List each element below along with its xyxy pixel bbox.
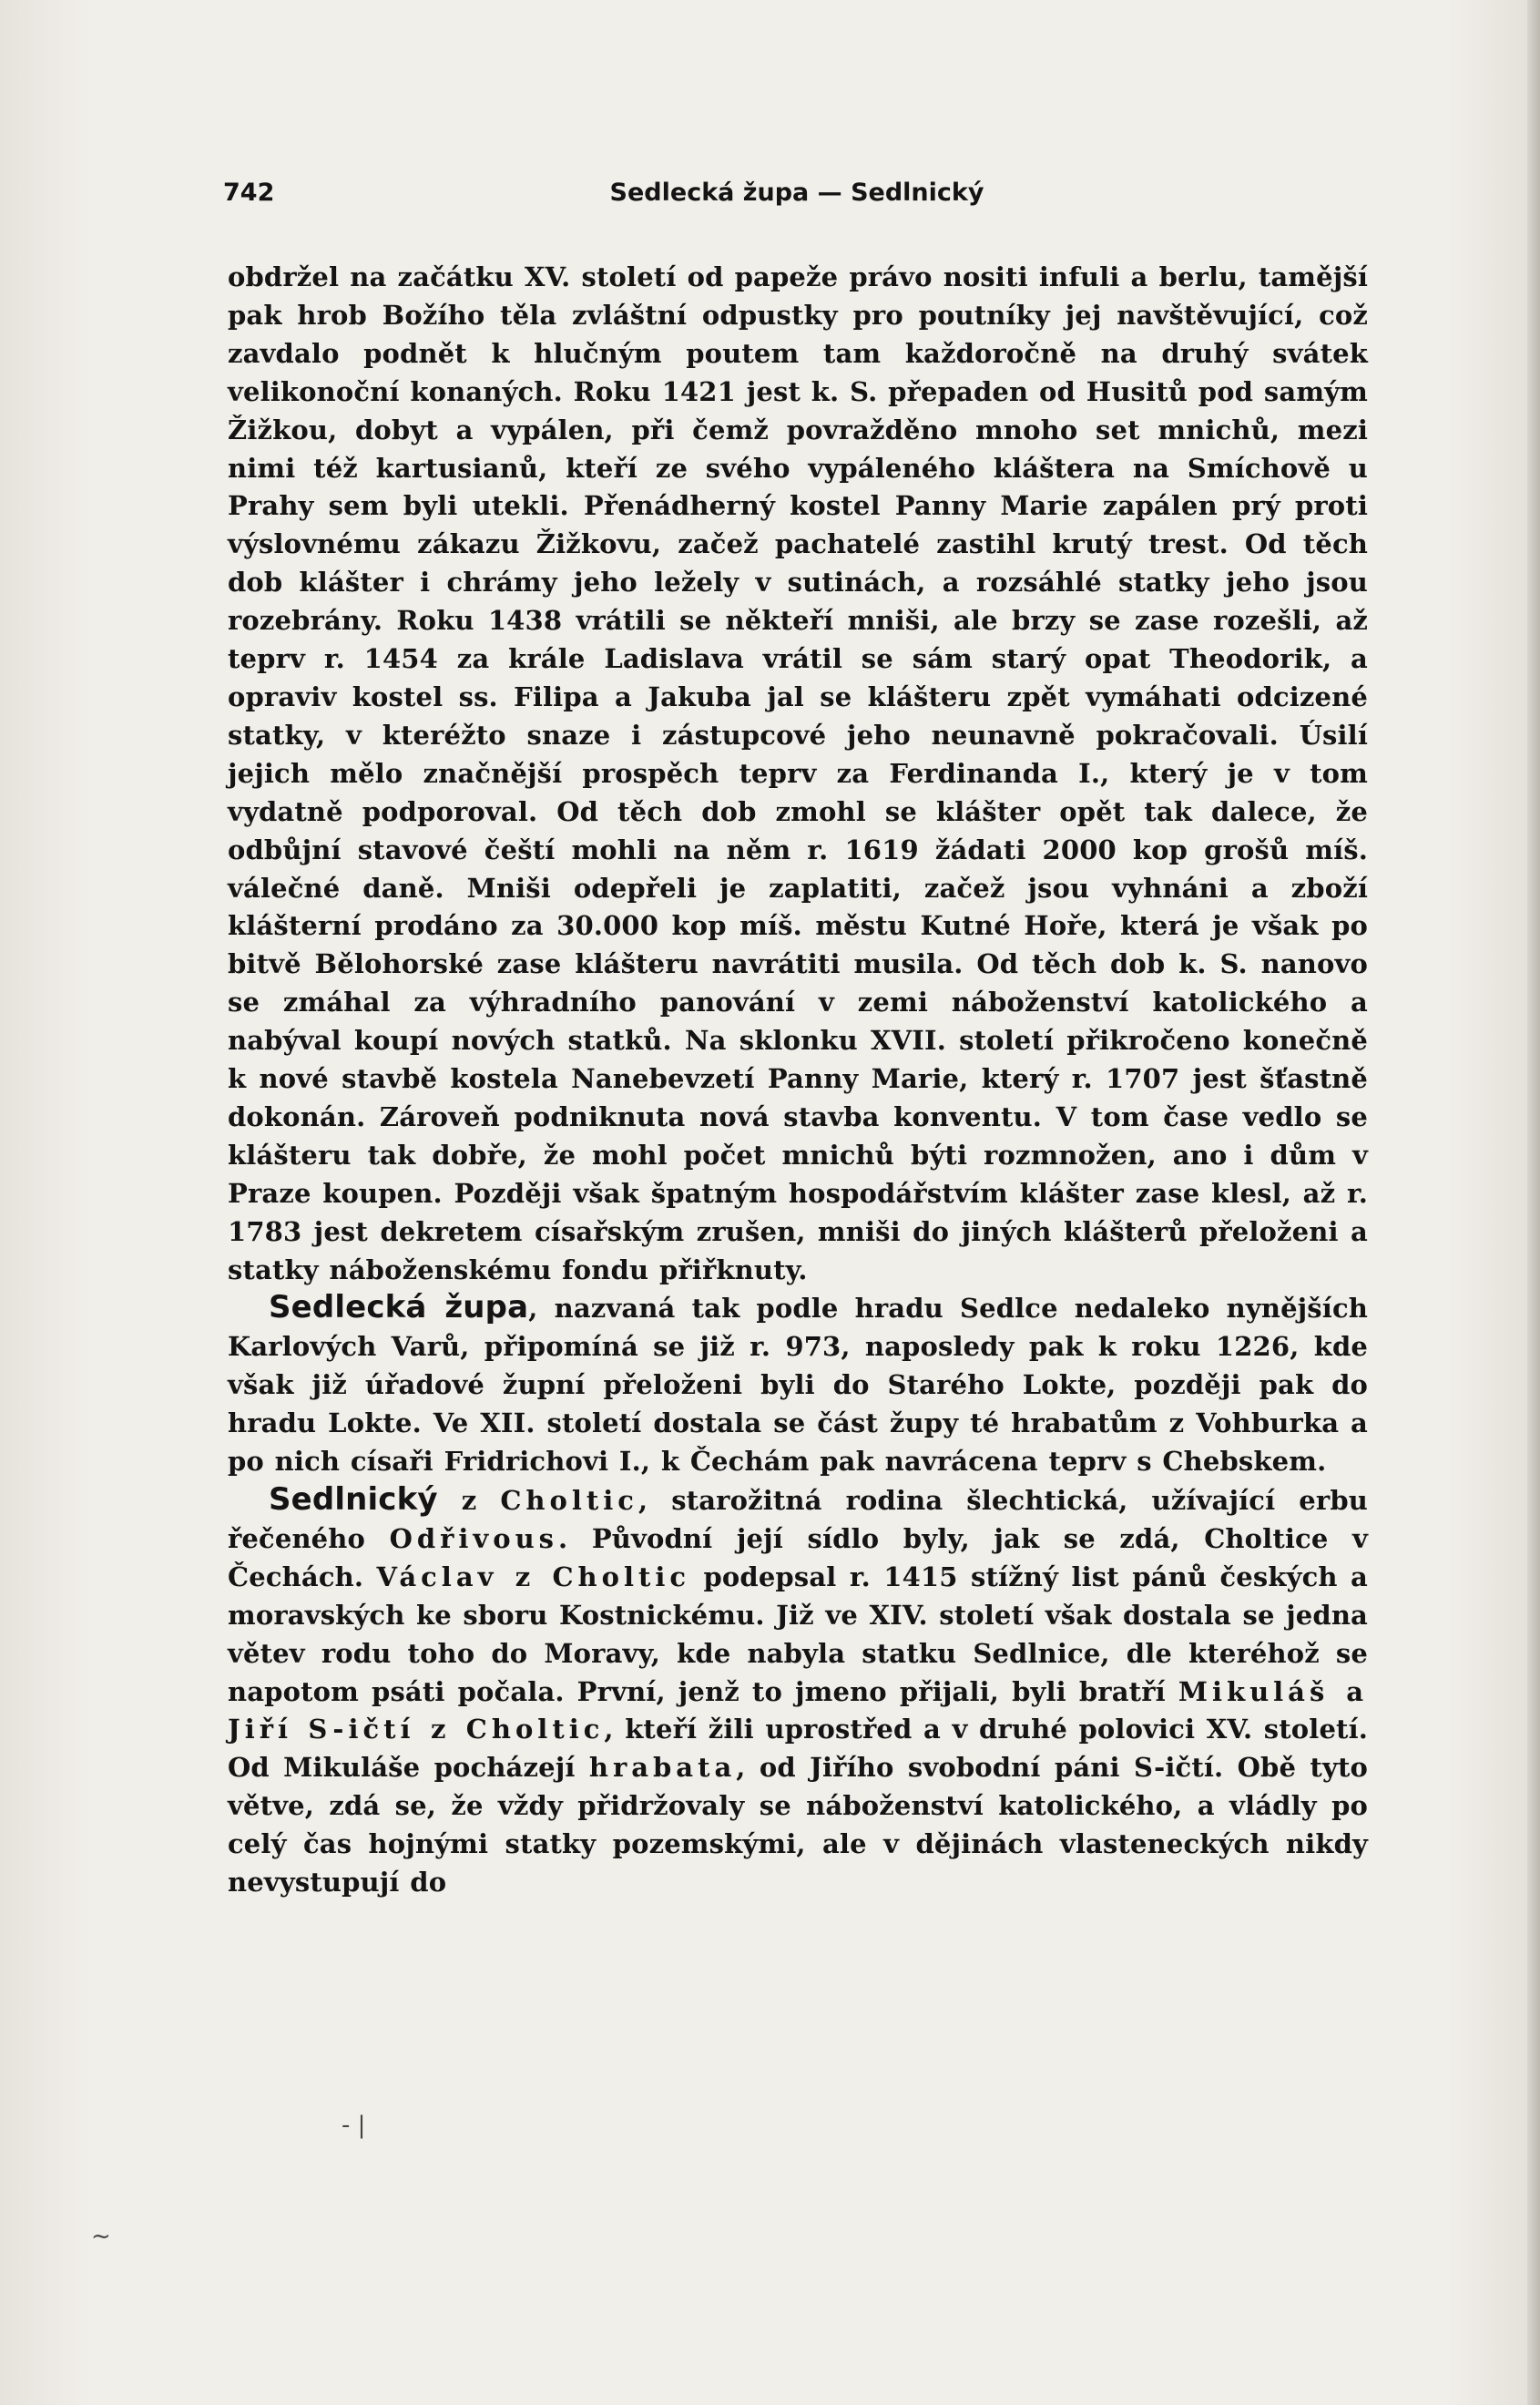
page-edge-shadow: [1527, 0, 1540, 2405]
spaced-name: hrabata: [588, 1752, 737, 1784]
spaced-name: Mikuláš a Jiří S-ičtí z Choltic: [228, 1675, 1368, 1745]
running-title: Sedlecká župa — Sedlnický: [609, 179, 984, 207]
stray-mark: ~: [91, 2223, 111, 2250]
page-number: 742: [223, 179, 275, 207]
page-header: [223, 179, 1371, 222]
spaced-name: Choltic: [500, 1485, 638, 1516]
article-body: [228, 259, 1368, 1902]
entry-text-segment: , kteří žili uprostřed a v druhé polovici XV. století. Od Mikuláše pocházejí: [228, 1714, 1368, 1784]
entry-text: , nazvaná tak podle hradu Sedlce nedaleko nynějších Karlových Varů, připomíná se již r. 973, naposledy pak k roku 1226, kde však již úřadové župní přeloženi byli do Starého Lokte, později pak do hradu Lokte. Ve XII. století dostala se část župy té hrabatům z Vohburka a po nich císaři Fridrichovi I., k Čechám pak navrácena teprv s Chebskem.: [228, 1293, 1368, 1478]
entry-text-segment: . Původní její sídlo byly, jak se zdá, Choltice v Čechách.: [228, 1522, 1368, 1592]
spaced-name: Odřivous: [389, 1522, 559, 1554]
entry-headword: Sedlnický: [269, 1481, 438, 1518]
entry-sedlnicky: [228, 1481, 1368, 1902]
spaced-name: Václav z Choltic: [376, 1561, 691, 1592]
continuation-paragraph: obdržel na začátku XV. století od papeže právo nositi infuli a berlu, tamější pak hrob Božího těla zvláštní odpustky pro poutníky jej navštěvující, což zavdalo podnět k hlučným poutem tam každoročně na druhý svátek velikonoční konaných. Roku 1421 jest k. S. přepaden od Husitů pod samým Žižkou, dobyt a vypálen, při čemž povražděno mnoho set mnichů, mezi nimi též kartusianů, kteří ze svého vypáleného kláštera na Smíchově u Prahy sem byli utekli. Přenádherný kostel Panny Marie zapálen prý proti výslovnému zákazu Žižkovu, začež pachatelé zastihl krutý trest. Od těch dob klášter i chrámy jeho ležely v sutinách, a rozsáhlé statky jeho jsou rozebrány. Roku 1438 vrátili se někteří mniši, ale brzy se zase rozešli, až teprv r. 1454 za krále Ladislava vrátil se sám starý opat Theodorik, a opraviv kostel ss. Filipa a Jakuba jal se klášteru zpět vymáhati odcizené statky, v kteréžto snaze i zástupcové jeho neunavně pokračovali. Úsilí jejich mělo značnější prospěch teprv za Ferdinanda I., který je v tom vydatně podporoval. Od těch dob zmohl se klášter opět tak dalece, že odbůjní stavové čeští mohli na něm r. 1619 žádati 2000 kop grošů míš. válečné daně. Mniši odepřeli je zaplatiti, začež jsou vyhnáni a zboží klášterní prodáno za 30.000 kop míš. městu Kutné Hoře, která je však po bitvě Bělohorské zase klášteru navrátiti musila. Od těch dob k. S. nanovo se zmáhal za výhradního panování v zemi náboženství katolického a nabýval koupí nových statků. Na sklonku XVII. století přikročeno konečně k nové stavbě kostela Nanebevzetí Panny Marie, který r. 1707 jest šťastně dokonán. Zároveň podniknuta nová stavba konventu. V tom čase vedlo se klášteru tak dobře, že mohl počet mnichů býti rozmnožen, ano i dům v Praze koupen. Později však špatným hospodářstvím klášter zase klesl, až r. 1783 jest dekretem císařským zrušen, mniši do jiných klášterů přeloženi a statky náboženskému fondu přiřknuty.: [228, 261, 1368, 1285]
entry-text-segment: , od Jiřího svobodní páni S-ičtí. Obě tyto větve, zdá se, že vždy přidržovaly se náboženství katolického, a vládly po celý čas hojnými statky pozemskými, ale v dějinách vlasteneckých nikdy nevystupují do: [228, 1752, 1368, 1898]
entry-text-segment: podepsal r. 1415 stížný list pánů českých a moravských ke sboru Kostnickému. Již ve XIV. století však dostala se jedna větev rodu toho do Moravy, kde nabyla statku Sedlnice, dle kteréhož se napotom psáti počala. První, jenž to jmeno přijali, byli bratří: [228, 1561, 1368, 1707]
entry-sedlecka-zupa: [228, 1289, 1368, 1481]
entry-headword: Sedlecká župa: [269, 1289, 529, 1326]
entry-text-segment: , starožitná rodina šlechtická, užívající erbu řečeného: [228, 1485, 1368, 1554]
stray-mark: - |: [342, 2112, 366, 2139]
entry-text-segment: z: [437, 1485, 501, 1516]
